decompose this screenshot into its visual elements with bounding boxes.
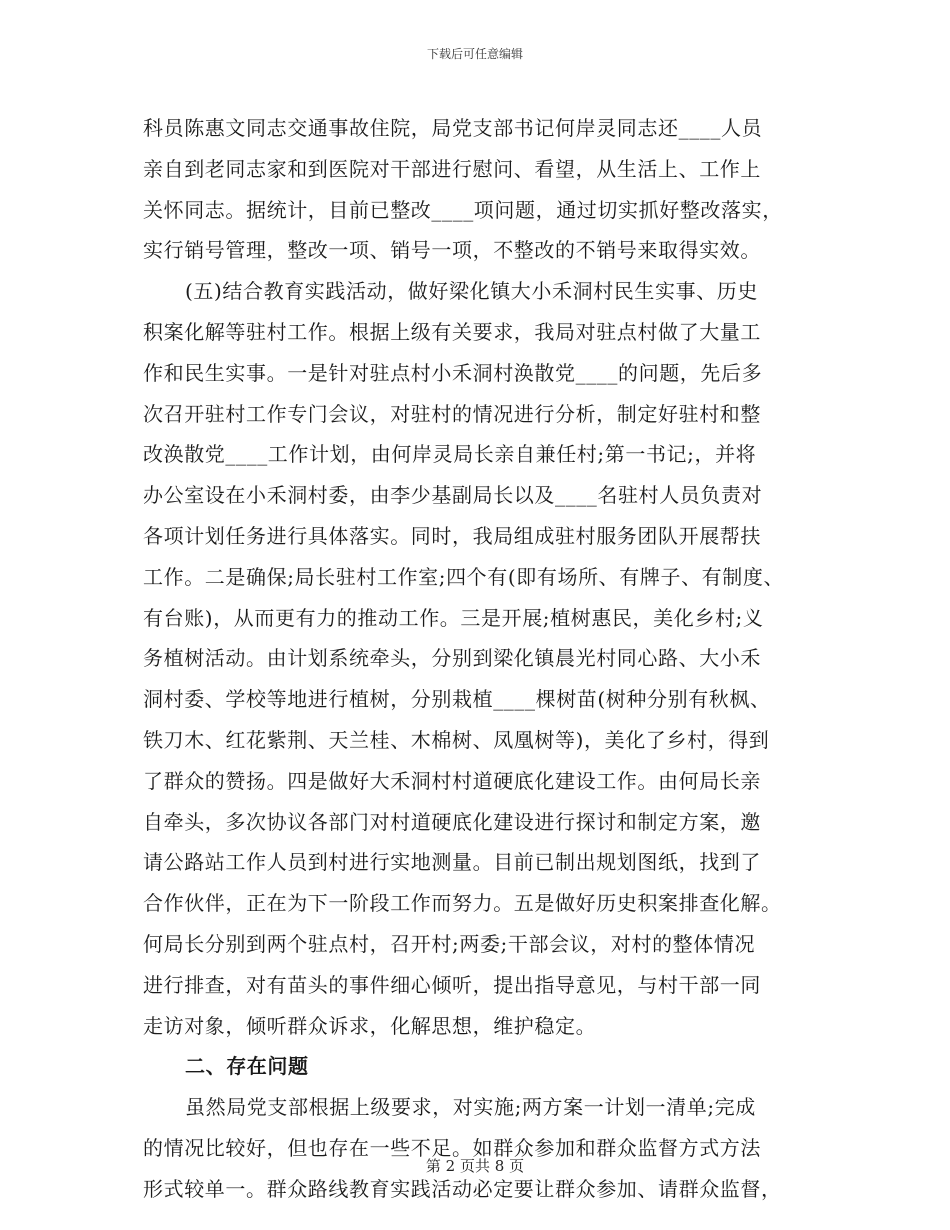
body-line: 各项计划任务进行具体落实。同时，我局组成驻村服务团队开展帮扶 xyxy=(143,523,761,548)
body-line: 科员陈惠文同志交通事故住院，局党支部书记何岸灵同志还____人员 xyxy=(143,116,763,140)
page-header: 下载后可任意编辑 xyxy=(426,47,523,61)
body-line: 洞村委、学校等地进行植树，分别栽植____棵树苗(树种分别有秋枫、 xyxy=(143,687,771,712)
body-line: 了群众的赞扬。四是做好大禾洞村村道硬底化建设工作。由何局长亲 xyxy=(143,768,761,793)
body-line: 合作伙伴，正在为下一阶段工作而努力。五是做好历史积案排查化解。 xyxy=(143,891,782,916)
body-line: 亲自到老同志家和到医院对干部进行慰问、看望，从生活上、工作上 xyxy=(143,156,761,181)
body-line: 进行排查，对有苗头的事件细心倾听，提出指导意见，与村干部一同 xyxy=(143,972,761,997)
paragraph-start-line: 虽然局党支部根据上级要求，对实施;两方案一计划一清单;完成 xyxy=(185,1095,756,1120)
document-body xyxy=(143,108,823,1210)
page-footer: 第 2 页共 8 页 xyxy=(425,1157,525,1175)
paragraph-start-line: (五)结合教育实践活动，做好梁化镇大小禾洞村民生实事、历史 xyxy=(185,279,759,304)
body-line: 有台账)，从而更有力的推动工作。三是开展;植树惠民，美化乡村;义 xyxy=(143,605,764,630)
body-line: 改涣散党____工作计划，由何岸灵局长亲自兼任村;第一书记;，并将 xyxy=(143,442,757,467)
body-line: 次召开驻村工作专门会议，对驻村的情况进行分析，制定好驻村和整 xyxy=(143,401,761,426)
body-line: 自牵头，多次协议各部门对村道硬底化建设进行探讨和制定方案，邀 xyxy=(143,809,761,834)
body-line: 务植树活动。由计划系统牵头，分别到梁化镇晨光村同心路、大小禾 xyxy=(143,646,761,671)
body-line: 形式较单一。群众路线教育实践活动必定要让群众参加、请群众监督， xyxy=(143,1176,782,1201)
body-line: 办公室设在小禾洞村委，由李少基副局长以及____名驻村人员负责对 xyxy=(143,483,763,508)
body-line: 积案化解等驻村工作。根据上级有关要求，我局对驻点村做了大量工 xyxy=(143,319,761,344)
body-line: 关怀同志。据统计，目前已整改____项问题，通过切实抓好整改落实， xyxy=(143,197,783,222)
body-line: 作和民生实事。一是针对驻点村小禾洞村涣散党____的问题，先后多 xyxy=(143,360,763,385)
body-line: 何局长分别到两个驻点村，召开村;两委;干部会议，对村的整体情况 xyxy=(143,931,756,956)
body-line: 走访对象，倾听群众诉求，化解思想，维护稳定。 xyxy=(143,1013,597,1038)
section-heading: 二、存在问题 xyxy=(185,1054,309,1079)
body-line: 工作。二是确保;局长驻村工作室;四个有(即有场所、有牌子、有制度、 xyxy=(143,564,785,589)
body-line: 实行销号管理，整改一项、销号一项，不整改的不销号来取得实效。 xyxy=(143,238,761,263)
body-line: 请公路站工作人员到村进行实地测量。目前已制出规划图纸，找到了 xyxy=(143,850,761,875)
body-line: 的情况比较好，但也存在一些不足。如群众参加和群众监督方式方法 xyxy=(143,1135,761,1160)
body-line: 铁刀木、红花紫荆、天兰桂、木棉树、凤凰树等)，美化了乡村，得到 xyxy=(143,727,770,752)
